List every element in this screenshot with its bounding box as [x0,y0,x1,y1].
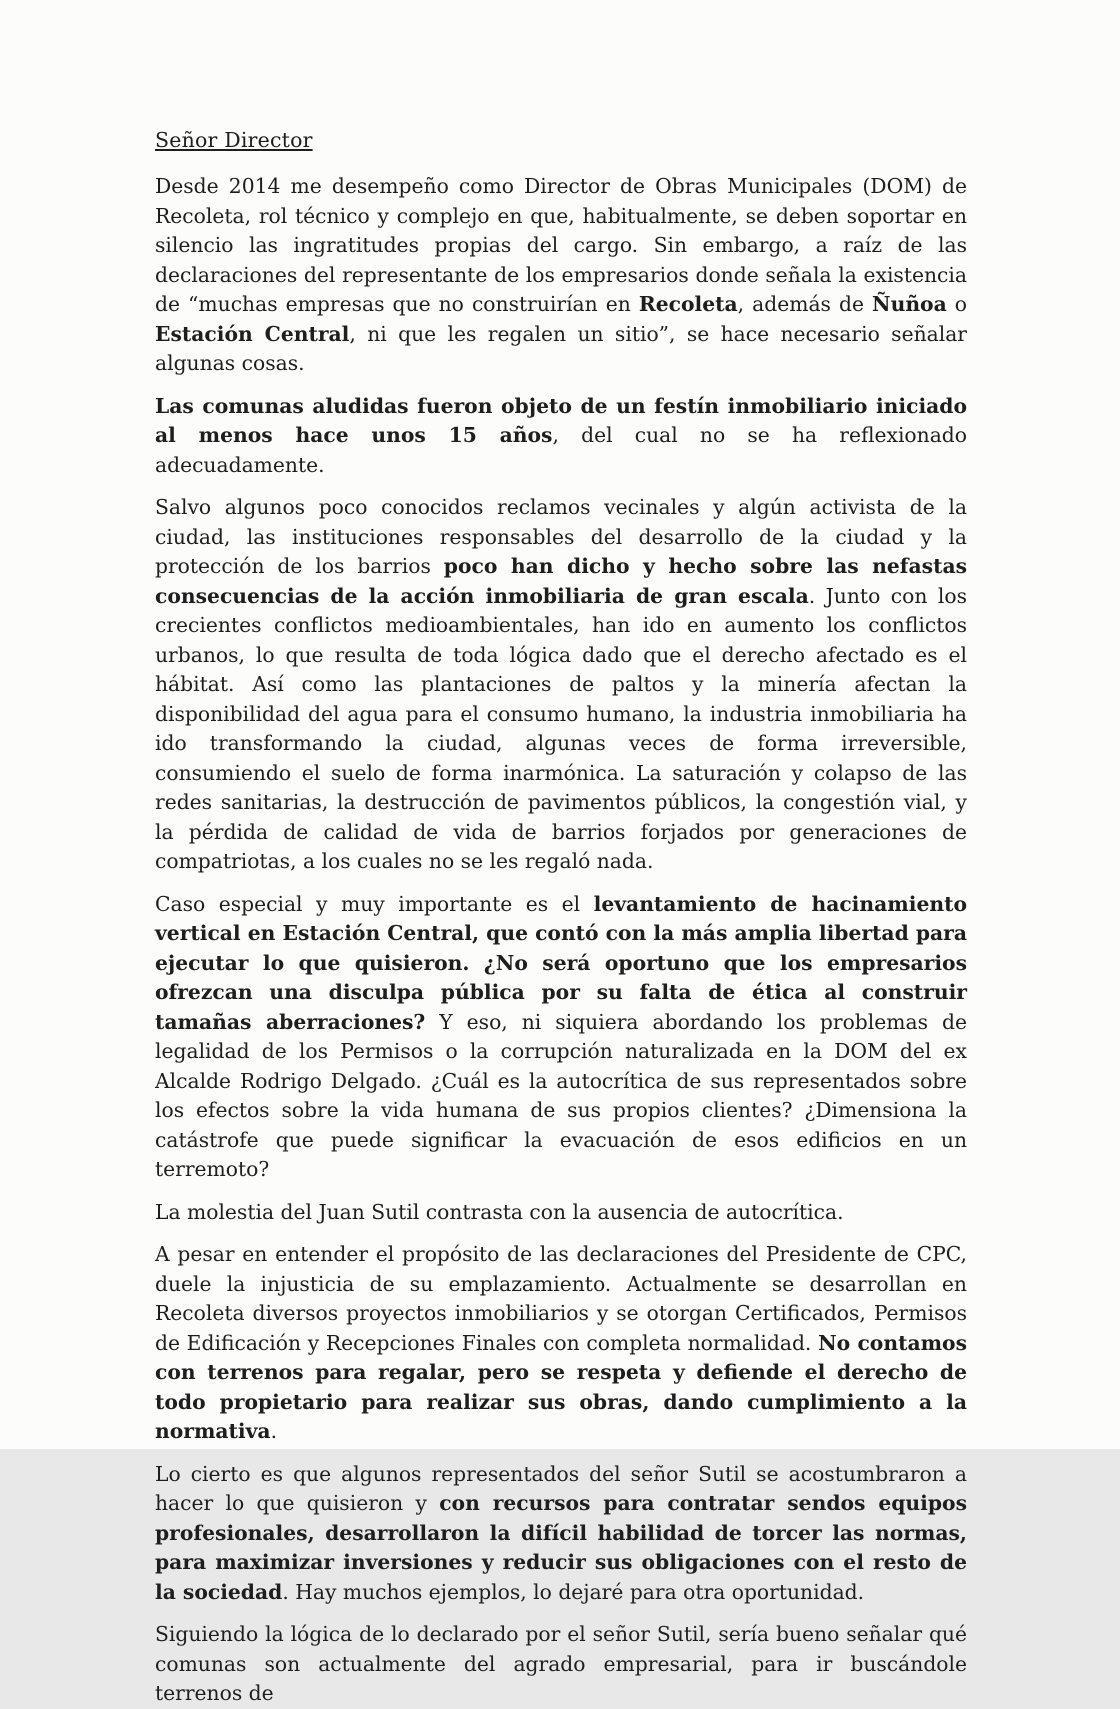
text-run: Lo cierto es que algunos representados del señor Sutil se acostumbraron a hacer lo que quisieron y [155,1461,967,1515]
paragraph-2 [155,392,967,481]
document-body [155,172,967,1709]
paragraph-5 [155,1198,967,1228]
paragraph-1 [155,172,967,379]
text-run: , ni que les regalen un sitio”, se hace necesario señalar algunas cosas. [155,321,967,375]
text-run-bold: Estación Central [155,321,350,346]
text-run: Salvo algunos poco conocidos reclamos vecinales y algún activista de la ciudad, las instituciones responsables del desarrollo de la ciudad y la protección de los barrios [155,495,967,578]
document-content [155,128,967,1709]
text-run: La molestia del Juan Sutil contrasta con la ausencia de autocrítica. [155,1199,844,1224]
text-run-bold: Recoleta [638,292,738,316]
text-run: , del cual no se ha reflexionado adecuadamente. [155,423,967,477]
text-run: , además de [737,292,873,316]
paragraph-4 [155,890,967,1185]
text-run: . Hay muchos ejemplos, lo dejaré para otra oportunidad. [282,1579,865,1604]
text-run-bold: Ñuñoa [872,292,947,316]
text-run: . [270,1419,278,1443]
text-run: . Junto con los crecientes conflictos medioambientales, han ido en aumento los conflictos urbanos, lo que resulta de toda lógica dado que el derecho afectado es el hábitat. Así como las plantaciones de paltos y la minería afectan la disponibilidad del agua para el consumo humano, la industria inmobiliaria ha ido transformando la ciudad, algunas veces de forma irreversible, consumiendo el suelo de forma inarmónica. La saturación y colapso de las redes sanitarias, la destrucción de pavimentos públicos, la congestión vial, y la pérdida de calidad de vida de barrios forjados por generaciones de compatriotas, a los cuales no se les regaló nada. [155,583,968,873]
text-run: Y eso, ni siquiera abordando los problemas de legalidad de los Permisos o la corrupción naturalizada en la DOM del ex Alcalde Rodrigo Delgado. ¿Cuál es la autocrítica de sus representados sobre los efectos sobre la vida humana de sus propios clientes? ¿Dimensiona la catástrofe que puede significar la evacuación de esos edificios en un terremoto? [155,1009,967,1181]
paragraph-3 [155,493,967,877]
text-run-bold: No contamos con terrenos para regalar, pero se respeta y defiende el derecho de todo propietario para realizar sus obras, dando cumplimiento a la normativa [155,1330,967,1443]
text-run: Siguiendo la lógica de lo declarado por el señor Sutil, sería bueno señalar qué comunas son actualmente del agrado empresarial, para ir buscándole terrenos de [155,1622,967,1705]
text-run-bold: levantamiento de hacinamiento vertical en Estación Central, que contó con la más amplia libertad para ejecutar lo que quisieron. ¿No será oportuno que los empresarios ofrezcan una disculpa pública por su falta de ética al construir tamañas aberraciones? [155,891,967,1034]
paragraph-6 [155,1240,967,1447]
paragraph-8 [155,1620,967,1709]
text-run-bold: poco han dicho y hecho sobre las nefastas consecuencias de la acción inmobiliaria de gran escala [155,554,967,608]
paragraph-7 [155,1460,967,1608]
text-run: Caso especial y muy importante es el [155,891,594,916]
text-run-bold: con recursos para contratar sendos equipos profesionales, desarrollaron la difícil habilidad de torcer las normas, para maximizar inversiones y reducir sus obligaciones con el resto de la sociedad [155,1491,967,1604]
text-run-bold: Las comunas aludidas fueron objeto de un festín inmobiliario iniciado al menos hace unos 15 años [155,393,967,447]
text-run: Desde 2014 me desempeño como Director de Obras Municipales (DOM) de Recoleta, rol técnico y complejo en que, habitualmente, se deben soportar en silencio las ingratitudes propias del cargo. Sin embargo, a raíz de las declaraciones del representante de los empresarios donde señala la existencia de “muchas empresas que no construirían en [155,174,967,316]
text-run: o [946,292,967,316]
text-run: A pesar en entender el propósito de las declaraciones del Presidente de CPC, duele la injusticia de su emplazamiento. Actualmente se desarrollan en Recoleta diversos proyectos inmobiliarios y se otorgan Certificados, Permisos de Edificación y Recepciones Finales con completa normalidad. [155,1242,967,1355]
document-title: Señor Director [155,128,313,152]
